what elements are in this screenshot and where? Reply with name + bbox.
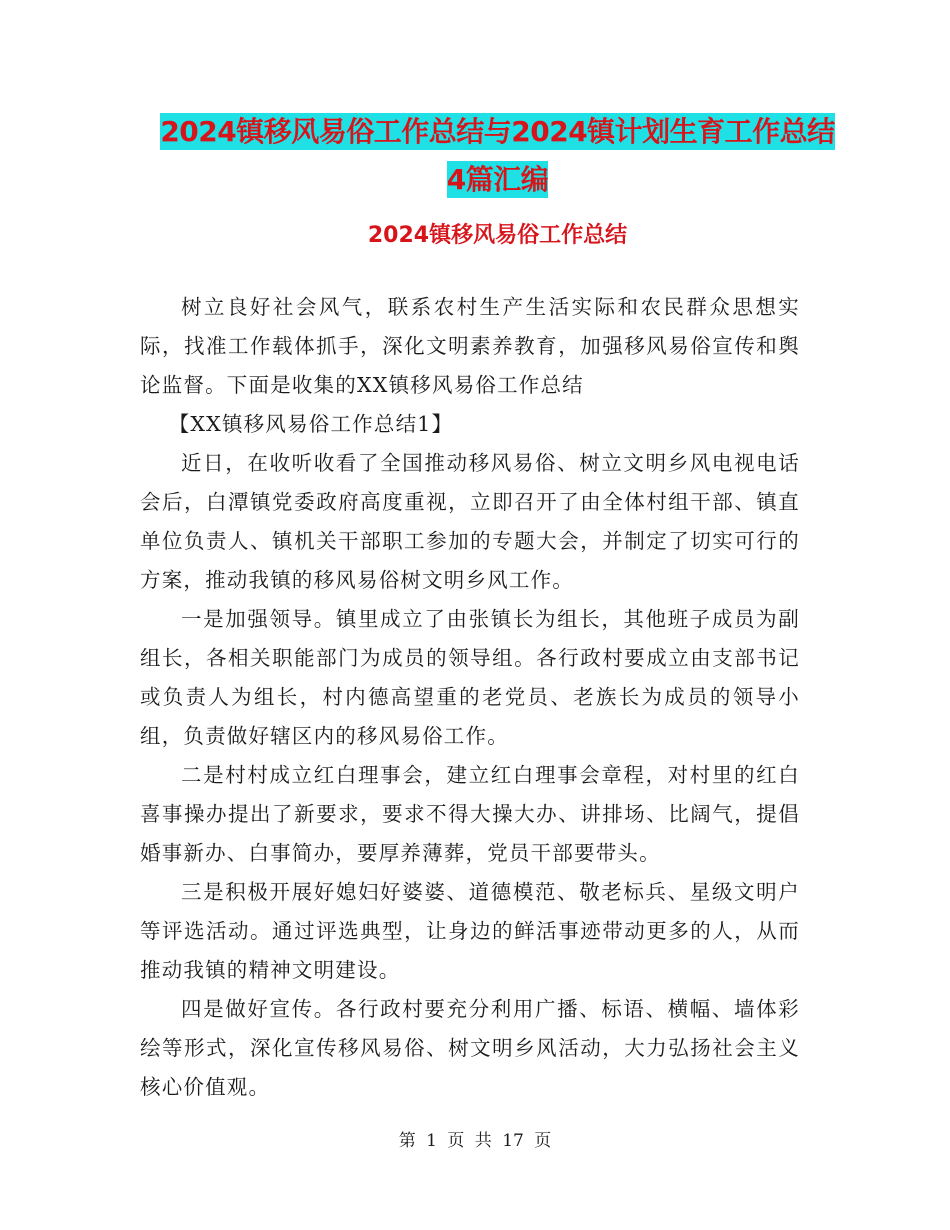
paragraph-intro: 树立良好社会风气，联系农村生产生活实际和农民群众思想实际，找准工作载体抓手，深化文明素养教育，加强移风易俗宣传和舆论监督。下面是收集的XX镇移风易俗工作总结 <box>140 295 800 397</box>
paragraph: 近日，在收听收看了全国推动移风易俗、树立文明乡风电视电话会后，白潭镇党委政府高度重视，立即召开了由全体村组干部、镇直单位负责人、镇机关干部职工参加的专题大会，并制定了切实可行的方案，推动我镇的移风易俗树文明乡风工作。 <box>140 451 800 592</box>
document-title-line2: 4篇汇编 <box>446 163 549 196</box>
paragraph: 三是积极开展好媳妇好婆婆、道德模范、敬老标兵、星级文明户等评选活动。通过评选典型，让身边的鲜活事迹带动更多的人，从而推动我镇的精神文明建设。 <box>140 880 800 982</box>
document-title <box>140 108 855 204</box>
document-title-line1: 2024镇移风易俗工作总结与2024镇计划生育工作总结 <box>160 115 835 148</box>
document-body <box>140 288 800 1107</box>
paragraph-subheading: 【XX镇移风易俗工作总结1】 <box>168 412 454 436</box>
paragraph: 四是做好宣传。各行政村要充分利用广播、标语、横幅、墙体彩绘等形式，深化宣传移风易俗、树文明乡风活动，大力弘扬社会主义核心价值观。 <box>140 997 800 1099</box>
section-title: 2024镇移风易俗工作总结 <box>367 223 628 248</box>
paragraph: 一是加强领导。镇里成立了由张镇长为组长，其他班子成员为副组长，各相关职能部门为成员的领导组。各行政村要成立由支部书记或负责人为组长，村内德高望重的老党员、老族长为成员的领导小组，负责做好辖区内的移风易俗工作。 <box>140 607 800 748</box>
page-number-footer: 第 1 页 共 17 页 <box>398 1131 552 1151</box>
paragraph: 二是村村成立红白理事会，建立红白理事会章程，对村里的红白喜事操办提出了新要求，要求不得大操大办、讲排场、比阔气，提倡婚事新办、白事简办，要厚养薄葬，党员干部要带头。 <box>140 763 800 865</box>
